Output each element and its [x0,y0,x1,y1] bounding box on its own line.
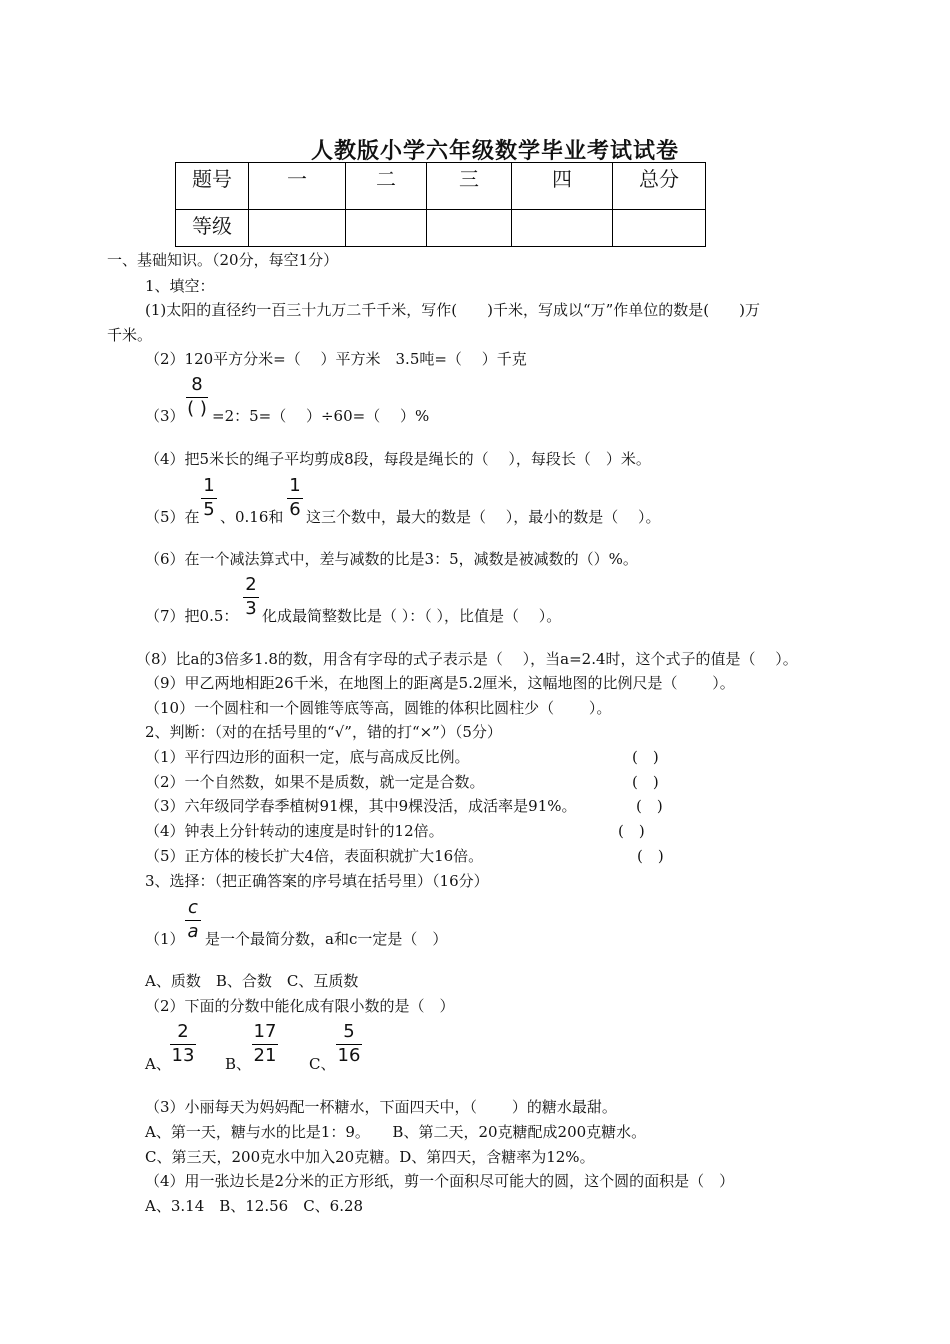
fraction-numerator: 17 [253,1021,277,1042]
fraction-numerator: c [188,897,198,918]
judge-answer-blank[interactable]: ( ) [632,773,659,791]
fraction [170,1022,196,1066]
fraction-numerator: 1 [289,475,301,496]
judge-answer-blank[interactable]: ( ) [618,822,645,840]
fraction-numerator: 1 [203,475,215,496]
score-cell[interactable] [427,210,512,247]
judge-item: （1）平行四边形的面积一定，底与高成反比例。 [145,748,470,766]
choice-q4: （4）用一张边长是2分米的正方形纸，剪一个面积尽可能大的圆，这个圆的面积是（ ） [145,1172,735,1190]
fill-q5-rest: 这三个数中，最大的数是（ ），最小的数是（ ）。 [306,508,661,526]
fraction-denominator: 21 [253,1045,277,1066]
fill-heading: 1、填空： [145,277,215,295]
fill-q1-line1: (1)太阳的直径约一百三十九万二千千米，写作( )千米，写成以“万”作单位的数是( )万 [145,301,760,319]
fill-q9: （9）甲乙两地相距26千米，在地图上的距离是5.2厘米，这幅地图的比例尺是（ ）。 [145,674,735,692]
score-header-cell: 总分 [613,163,706,210]
judge-heading: 2、判断：（对的在括号里的“√”，错的打“×”）（5分） [145,723,502,741]
score-header-cell: 一 [249,163,346,210]
choice-q3: （3）小丽每天为妈妈配一杯糖水，下面四天中，（ ）的糖水最甜。 [145,1098,617,1116]
choice-q1-rest: 是一个最简分数，a和c一定是（ ） [205,930,448,948]
score-cell[interactable] [613,210,706,247]
fraction-numerator: 2 [177,1021,189,1042]
score-table [175,162,706,247]
fraction [252,1022,278,1066]
choice-q3-options-cd: C、第三天，200克水中加入20克糖。D、第四天，含糖率为12%。 [145,1148,595,1166]
choice-heading: 3、选择：（把正确答案的序号填在括号里）（16分） [145,872,489,890]
choice-q3-options-ab: A、第一天，糖与水的比是1：9。 B、第二天，20克糖配成200克糖水。 [145,1123,647,1141]
fill-q6: （6）在一个减法算式中，差与减数的比是3：5，减数是被减数的（）%。 [145,550,638,568]
score-row-label: 等级 [176,210,249,247]
score-header-cell: 二 [346,163,427,210]
choice-q2-option-c: C、 [309,1055,336,1073]
fraction-denominator: ( ) [187,398,207,419]
fraction-denominator: a [187,921,199,942]
fraction-numerator: 5 [343,1021,355,1042]
fill-q4: （4）把5米长的绳子平均剪成8段，每段是绳长的（ ），每段长（ ）米。 [145,450,651,468]
score-header-cell: 三 [427,163,512,210]
fraction [243,575,259,619]
fill-q3-prefix: （3） [145,407,185,425]
fraction [185,898,201,942]
fill-q5-prefix: （5）在 [145,508,200,526]
choice-q1-options: A、质数 B、合数 C、互质数 [145,972,359,990]
judge-item: （5）正方体的棱长扩大4倍，表面积就扩大16倍。 [145,847,484,865]
judge-item: （3）六年级同学春季植树91棵，其中9棵没活，成活率是91%。 [145,797,577,815]
choice-q2: （2）下面的分数中能化成有限小数的是（ ） [145,997,455,1015]
fraction-denominator: 3 [245,598,257,619]
judge-item: （2）一个自然数，如果不是质数，就一定是合数。 [145,773,485,791]
judge-answer-blank[interactable]: ( ) [632,748,659,766]
page-title: 人教版小学六年级数学毕业考试试卷 [310,138,679,164]
score-header-cell: 四 [512,163,613,210]
fill-q5-mid: 、0.16和 [220,508,284,526]
choice-q2-option-a: A、 [145,1055,171,1073]
fraction [186,375,208,419]
section1-heading: 一、基础知识。（20分，每空1分） [107,251,339,269]
fraction-numerator: 2 [245,574,257,595]
judge-item: （4）钟表上分针转动的速度是时针的12倍。 [145,822,444,840]
fraction-numerator: 8 [191,374,203,395]
fraction [201,476,217,520]
fill-q10: （10）一个圆柱和一个圆锥等底等高，圆锥的体积比圆柱少（ ）。 [145,699,612,717]
fill-q7-prefix: （7）把0.5： [145,607,239,625]
fraction-denominator: 13 [171,1045,195,1066]
fraction [336,1022,362,1066]
fraction [287,476,303,520]
fraction-denominator: 6 [289,499,301,520]
fraction-denominator: 5 [203,499,215,520]
fill-q8: （8）比a的3倍多1.8的数，用含有字母的式子表示是（ ），当a=2.4时，这个式子的值是（ ）。 [136,650,798,668]
score-cell[interactable] [249,210,346,247]
score-cell[interactable] [512,210,613,247]
score-header-cell: 题号 [176,163,249,210]
judge-answer-blank[interactable]: ( ) [637,847,664,865]
choice-q2-option-b: B、 [225,1055,252,1073]
choice-q4-options: A、3.14 B、12.56 C、6.28 [145,1197,364,1215]
fill-q3-rest: =2：5=（ ）÷60=（ ）% [212,407,430,425]
judge-answer-blank[interactable]: ( ) [636,797,663,815]
fill-q2: （2）120平方分米=（ ）平方米 3.5吨=（ ）千克 [145,350,527,368]
score-cell[interactable] [346,210,427,247]
choice-q1-prefix: （1） [145,930,185,948]
fill-q7-rest: 化成最简整数比是（ ）：（ ），比值是（ ）。 [262,607,562,625]
fraction-denominator: 16 [337,1045,361,1066]
fill-q1-line2: 千米。 [107,326,153,344]
